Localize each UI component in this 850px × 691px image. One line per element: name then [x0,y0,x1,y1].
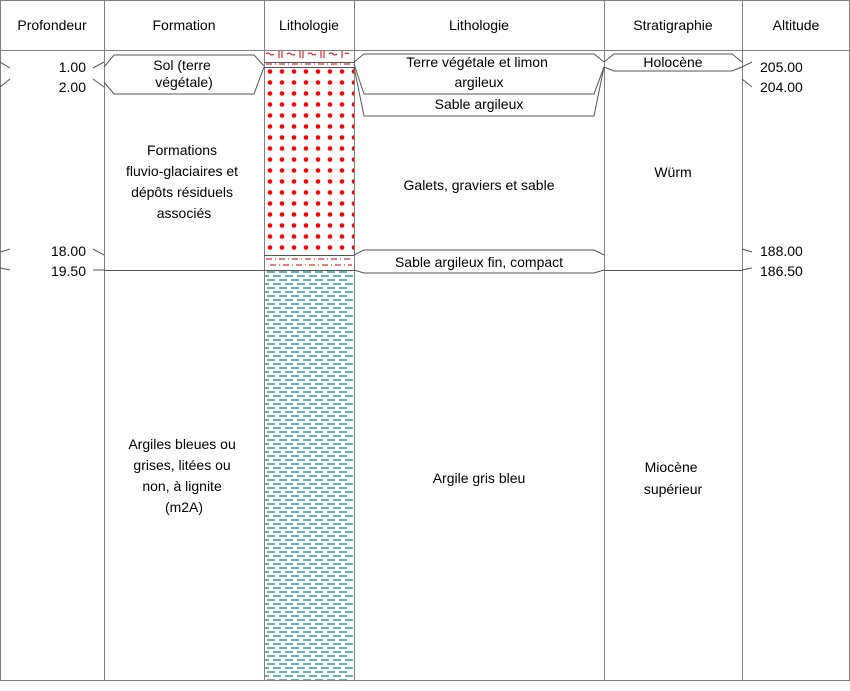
stratigraphy-label: Würm [654,164,692,180]
header-row [17,17,819,33]
header-stratigraphie: Stratigraphie [633,17,713,33]
formation-text: Formations fluvio-glaciaires et dépôts résiduels associés [126,142,239,221]
depth-label: 2.00 [58,79,86,95]
stratigraphy-label: Miocène supérieur [643,459,703,497]
depth-label: 19.50 [50,263,86,279]
sandy-clay-fine-layer [264,255,354,270]
altitude-label: 205.00 [760,59,803,75]
lithology-column [264,50,354,681]
altitude-labels [760,59,803,279]
lithology-description: Argile gris bleu [432,470,526,486]
lithology-description: Sable argileux [434,96,524,112]
header-altitude: Altitude [772,17,820,33]
depth-labels [51,59,86,279]
altitude-label: 204.00 [760,79,803,95]
stratigraphy-column [643,54,702,497]
lithology-description: Galets, graviers et sable [403,177,555,193]
header-lithologie-description: Lithologie [449,17,509,33]
depth-label: 1.00 [58,59,86,75]
depth-label: 18.00 [50,243,86,259]
header-lithologie-graphic: Lithologie [279,17,339,33]
formation-text: Sol (terre végétale) [153,57,213,90]
layer-boundaries [0,54,752,273]
lithology-description: Sable argileux fin, compact [394,254,564,270]
clay-layer [264,270,354,681]
header-profondeur: Profondeur [17,17,87,33]
stratigraphy-label: Holocène [643,54,703,70]
altitude-label: 186.50 [760,263,803,279]
formation-column [126,57,242,515]
formation-text: Argiles bleues ou grises, litées ou non, à lignite (m2A) [128,436,236,515]
header-formation: Formation [152,17,216,33]
lithology-description: Terre végétale et limon argileux [406,54,548,90]
gravel-layer [264,67,354,255]
lithology-description-column [395,54,563,486]
altitude-label: 188.00 [760,243,803,259]
topsoil-layer [264,50,354,62]
